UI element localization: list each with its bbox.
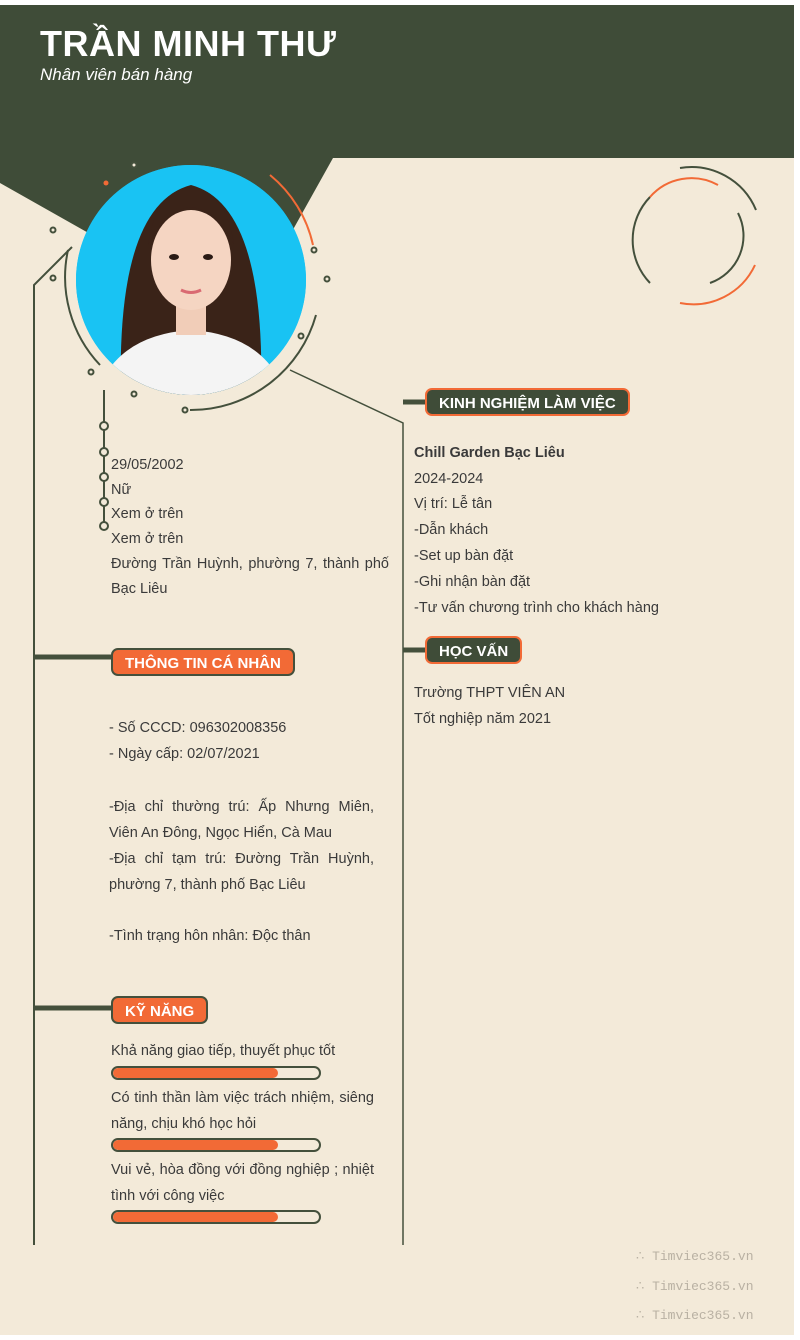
skill-bar <box>111 1066 321 1080</box>
education-heading: HỌC VẤN <box>425 636 522 664</box>
work-position: Vị trí: Lễ tân <box>414 496 493 512</box>
issue-date-text: - Ngày cấp: 02/07/2021 <box>109 746 260 762</box>
skill-bar <box>111 1138 321 1152</box>
skills-heading: KỸ NĂNG <box>111 996 208 1024</box>
skill-label: Vui vẻ, hòa đồng với đồng nghiệp ; nhiệt tình với công việc <box>111 1162 374 1204</box>
experience-heading: KINH NGHIỆM LÀM VIỆC <box>425 388 630 416</box>
cccd-text: - Số CCCD: 096302008356 <box>109 720 287 736</box>
skill-bar-fill <box>113 1140 278 1150</box>
job-title: Nhân viên bán hàng <box>40 65 193 84</box>
school-name: Trường THPT VIÊN AN <box>414 685 566 701</box>
profile-photo <box>76 165 306 395</box>
skill-label: Có tinh thần làm việc trách nhiệm, siêng năng, chịu khó học hỏi <box>111 1090 374 1132</box>
personal-info-heading: THÔNG TIN CÁ NHÂN <box>111 648 295 676</box>
phone-text: Xem ở trên <box>111 506 184 522</box>
address-text: Đường Trần Huỳnh, phường 7, thành phố Bạc Liêu <box>111 556 389 597</box>
skill-label: Khả năng giao tiếp, thuyết phục tốt <box>111 1043 336 1059</box>
cv-page <box>0 5 794 1335</box>
watermark: ∴ Timviec365.vn <box>636 1308 754 1323</box>
watermark: ∴ Timviec365.vn <box>636 1279 754 1294</box>
company-name: Chill Garden Bạc Liêu <box>414 445 565 461</box>
email-text: Xem ở trên <box>111 531 184 547</box>
skill-bar <box>111 1210 321 1224</box>
graduation-text: Tốt nghiệp năm 2021 <box>414 711 552 727</box>
skill-bar-fill <box>113 1212 278 1222</box>
dob-text: 29/05/2002 <box>111 457 184 473</box>
duty-item: -Tư vấn chương trình cho khách hàng <box>414 600 659 616</box>
skill-bar-fill <box>113 1068 278 1078</box>
watermark: ∴ Timviec365.vn <box>636 1249 754 1264</box>
permanent-address-text: -Địa chỉ thường trú: Ấp Nhưng Miên, Viên An Đông, Ngọc Hiển, Cà Mau <box>109 799 374 841</box>
duty-item: -Ghi nhận bàn đặt <box>414 574 531 590</box>
temporary-address-text: -Địa chỉ tạm trú: Đường Trần Huỳnh, phường 7, thành phố Bạc Liêu <box>109 851 374 893</box>
duty-item: -Set up bàn đặt <box>414 548 514 564</box>
duty-item: -Dẫn khách <box>414 522 489 538</box>
work-period: 2024-2024 <box>414 471 484 487</box>
gender-text: Nữ <box>111 482 132 498</box>
marital-status-text: -Tình trạng hôn nhân: Độc thân <box>109 928 311 944</box>
candidate-name: TRẦN MINH THƯ <box>40 23 337 64</box>
